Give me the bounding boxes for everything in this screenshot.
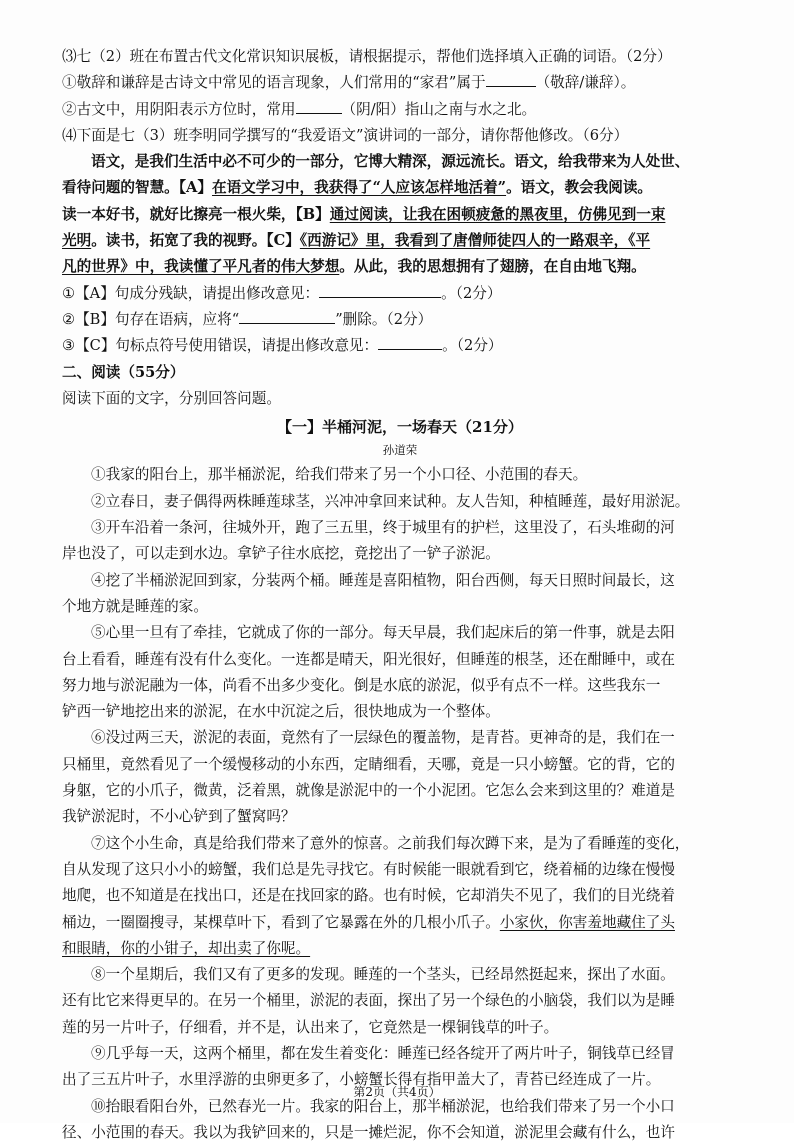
q3-item-2-options: （阴/阳）指山之南与水之北。 — [341, 100, 537, 118]
q4-sub-2 — [62, 307, 738, 333]
q4-sub-1-text: ①【A】句成分残缺，请提出修改意见： — [62, 284, 320, 302]
underlined-sentence-b: 通过阅读，让我在困顿疲惫的黑夜里，仿佛见到一束 — [329, 205, 666, 223]
paragraph-line: 我铲淤泥时，不小心铲到了蟹窝吗？ — [62, 808, 296, 826]
paragraph-line: 出了三五片叶子，水里浮游的虫卵更多了，小螃蟹长得有指甲盖大了，青苔已经连成了一片。 — [62, 1071, 661, 1089]
speech-text: 看待问题的智慧。 — [62, 179, 179, 197]
paragraph-line: 身躯，它的小爪子，微黄，泛着黑，就像是淤泥中的一个小泥团。它怎么会来到这里的？难道是 — [62, 782, 675, 800]
paragraph-line: 自从发现了这只小小的螃蟹，我们总是先寻找它。有时候能一眼就看到它，绕着桶的边缘在慢慢 — [62, 860, 675, 878]
article-title: 【一】半桶河泥，一场春天（21分） — [277, 418, 523, 437]
section-instruction: 阅读下面的文字，分别回答问题。 — [62, 389, 281, 407]
speech-text: 。语文，教会我阅读。 — [506, 179, 653, 197]
q4-sub-3 — [62, 333, 738, 359]
section-heading: 二、阅读（55分） — [62, 363, 185, 381]
q3-stem: ⑶七（2）班在布置古代文化常识知识展板，请根据提示，帮他们选择填入正确的词语。（2分） — [62, 48, 672, 65]
answer-blank[interactable] — [296, 98, 342, 114]
underlined-sentence-c: 凡的世界》中，我读懂了平凡者的伟大梦想 — [62, 258, 340, 276]
q3-item-1-text: ①敬辞和谦辞是古诗文中常见的语言现象，人们常用的“家君”属于 — [62, 74, 486, 92]
paragraph-line: 还有比它来得更早的。在另一个桶里，淤泥的表面，探出了另一个绿色的小脑袋，我们以为是睡 — [62, 992, 675, 1010]
paragraph-line: ⑧一个星期后，我们又有了更多的发现。睡莲的一个茎头，已经昂然挺起来，探出了水面。 — [91, 966, 675, 984]
paragraph-line: 莲的另一片叶子，仔细看，并不是，认出来了，它竟然是一棵铜钱草的叶子。 — [62, 1018, 559, 1036]
speech-text: 。读书，拓宽了我的视野。 — [91, 232, 267, 250]
speech-line — [62, 175, 738, 201]
q4-sub-2-score: ”删除。（2分） — [335, 310, 433, 328]
speech-line: 语文，是我们生活中必不可少的一部分，它博大精深，源远流长。语文，给我带来为人处世、 — [91, 153, 690, 171]
sentence-tag-a: 【A】 — [178, 179, 212, 197]
q3-item-2-text: ②古文中，用阴阳表示方位时，常用 — [62, 100, 296, 118]
paragraph-line: ①我家的阳台上，那半桶淤泥，给我们带来了另一个小口径、小范围的春天。 — [91, 466, 588, 484]
paragraph-line: 努力地与淤泥融为一体，尚看不出多少变化。倒是水底的淤泥，似乎有点不一样。这些我东一 — [62, 676, 661, 694]
paragraph-line: ⑥没过两三天，淤泥的表面，竟然有了一层绿色的覆盖物，是青苔。更神奇的是，我们在一 — [91, 729, 675, 747]
paragraph-line: ④挖了半桶淤泥回到家，分装两个桶。睡莲是喜阳植物，阳台西侧，每天日照时间最长，这 — [91, 571, 675, 589]
q3-item-1-options: （敬辞/谦辞）。 — [535, 74, 636, 92]
paragraph-line: 只桶里，竟然看见了一个缓慢移动的小东西，定睛细看，天哪，竟是一只小螃蟹。它的背，它的 — [62, 755, 675, 773]
paragraph-line: 地爬，也不知道是在找出口，还是在找回家的路。也有时候，它却消失不见了，我们的目光绕着 — [62, 887, 675, 905]
q4-sub-3-score: 。（2分） — [442, 337, 503, 355]
paragraph-line: ⑤心里一旦有了牵挂，它就成了你的一部分。每天早晨，我们起床后的第一件事，就是去阳 — [91, 624, 675, 642]
paragraph-line: 台上看看，睡莲有没有什么变化。一连都是晴天，阳光很好，但睡莲的根茎，还在酣睡中，或在 — [62, 650, 675, 668]
underlined-sentence: 和眼睛，你的小钳子，却出卖了你呢。 — [62, 939, 311, 957]
q4-sub-1-score: 。（2分） — [441, 284, 502, 302]
q4-sub-3-text: ③【C】句标点符号使用错误，请提出修改意见： — [62, 337, 379, 355]
q4-sub-1 — [62, 281, 738, 307]
paragraph-line: 径、小范围的春天。我以为我铲回来的，只是一摊烂泥，你不会知道，淤泥里会藏有什么，也许 — [62, 1123, 675, 1141]
underlined-sentence-b: 光明 — [62, 232, 92, 250]
q3-item-2 — [62, 97, 738, 123]
answer-blank[interactable] — [239, 308, 335, 324]
paragraph-line: 铲西一铲地挖出来的淤泥，在水中沉淀之后，很快地成为一个整体。 — [62, 703, 500, 721]
speech-line — [62, 228, 738, 254]
q4-stem: ⑷下面是七（3）班李明同学撰写的“我爱语文”演讲词的一部分，请你帮他修改。（6分） — [62, 126, 629, 144]
q4-sub-2-text: ②【B】句存在语病，应将“ — [62, 310, 240, 328]
paragraph-line: 个地方就是睡莲的家。 — [62, 597, 208, 615]
speech-text: 读一本好书，就好比擦亮一根火柴， — [62, 205, 296, 223]
sentence-tag-b: 【B】 — [295, 205, 330, 223]
sentence-tag-c: 【C】 — [266, 232, 300, 250]
article-author: 孙道荣 — [382, 443, 418, 458]
paragraph-line: ②立春日，妻子偶得两株睡莲球茎，兴冲冲拿回来试种。友人告知，种植睡莲，最好用淤泥。 — [91, 492, 690, 510]
paragraph-line: 岸也没了，可以走到水边。拿铲子往水底挖，竟挖出了一铲子淤泥。 — [62, 545, 500, 563]
paragraph-line: ⑨几乎每一天，这两个桶里，都在发生着变化：睡莲已经各绽开了两片叶子，铜钱草已经冒 — [91, 1044, 675, 1062]
paragraph-line: ⑦这个小生命，真是给我们带来了意外的惊喜。之前我们每次蹲下来，是为了看睡莲的变化， — [91, 834, 690, 852]
paragraph-line: ③开车沿着一条河，往城外开，跑了三五里，终于城里有的护栏，这里没了，石头堆砌的河 — [91, 519, 675, 537]
page-number: 第2页（共4页） — [353, 1085, 441, 1099]
paragraph-text: 桶边，一圈圈搜寻，某棵草叶下，看到了它暴露在外的几根小爪子。 — [62, 913, 500, 931]
speech-line — [62, 202, 738, 228]
speech-line — [62, 254, 738, 280]
q3-item-1 — [62, 70, 738, 96]
paragraph-line — [62, 910, 738, 936]
paragraph-line — [62, 936, 738, 962]
underlined-sentence-a: 在语文学习中，我获得了“人应该怎样地活着” — [211, 179, 507, 197]
answer-blank[interactable] — [378, 334, 442, 350]
underlined-sentence: 小家伙，你害羞地藏住了头 — [499, 913, 675, 931]
answer-blank[interactable] — [319, 282, 441, 298]
answer-blank[interactable] — [486, 71, 536, 87]
speech-text: 。从此，我的思想拥有了翅膀，在自由地飞翔。 — [339, 258, 646, 276]
paragraph-line: ⑩抬眼看阳台外，已然春光一片。我家的阳台上，那半桶淤泥，也给我们带来了另一个小口 — [91, 1097, 675, 1115]
underlined-sentence-c: 《西游记》里，我看到了唐僧师徒四人的一路艰辛，《平 — [299, 232, 651, 250]
